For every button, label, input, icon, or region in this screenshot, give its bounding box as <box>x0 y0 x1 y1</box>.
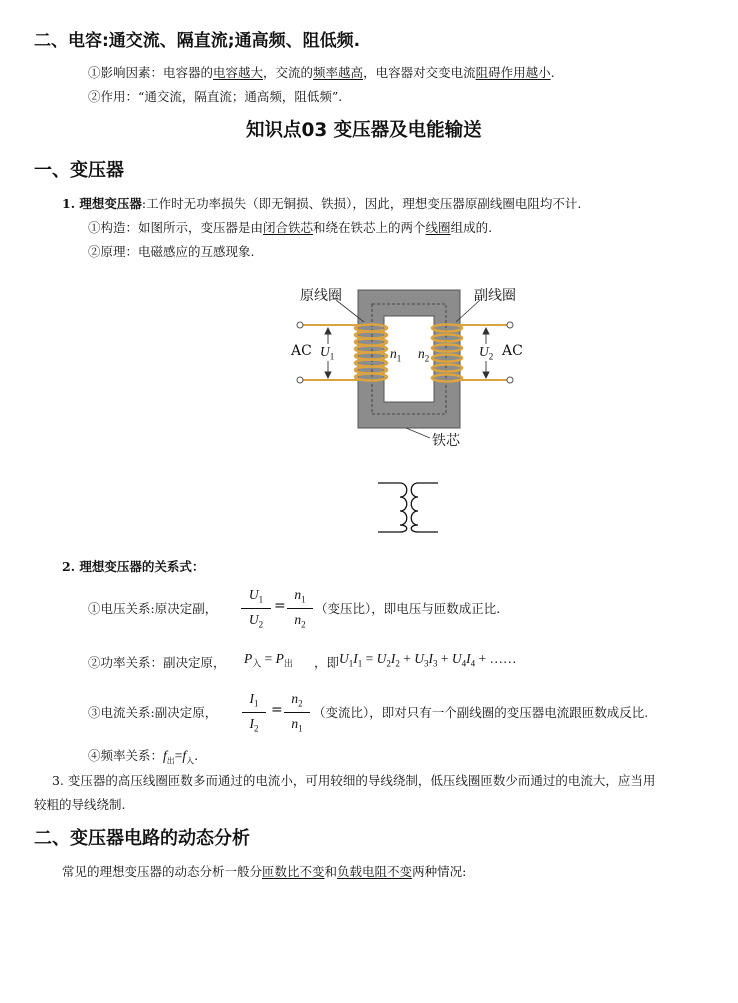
relations-heading: 2. 理想变压器的关系式： <box>62 559 205 574</box>
voltage-fraction-left: $U_1$ $U_2$ <box>241 587 271 629</box>
ac-right-label: AC <box>502 343 523 359</box>
transformer-heading: 一、变压器 <box>34 160 124 181</box>
voltage-note: （变压比），即电压与匝数成正比. <box>315 601 501 616</box>
current-fraction-right: $n_2$ $n_1$ <box>284 691 310 733</box>
n2-label: $n_2$ <box>418 346 430 364</box>
transformer-symbol <box>376 481 440 535</box>
symbol-secondary-winding <box>411 483 438 532</box>
primary-coil-label: 原线圈 <box>300 288 342 304</box>
text: ，交流的 <box>263 65 314 80</box>
text: ①构造：如图所示，变压器是由 <box>88 220 264 235</box>
text: ，电容器对交变电流 <box>363 65 476 80</box>
freq-label: ④频率关系： <box>88 748 164 763</box>
transformer-figure <box>280 278 530 458</box>
terminal <box>297 377 303 383</box>
underlined-text: 负载电阻不变 <box>337 864 413 879</box>
current-fraction-left: $I_1$ $I_2$ <box>242 691 266 733</box>
current-note: （变流比），即对只有一个副线圈的变压器电流跟匝数成反比. <box>313 705 649 720</box>
capacitor-factors <box>88 63 555 81</box>
n1-label: $n_1$ <box>390 346 402 364</box>
underlined-text: 阻碍作用越小 <box>475 65 551 80</box>
u2-label: $U_2$ <box>479 344 494 362</box>
text: . <box>550 65 555 80</box>
text: 组成的. <box>450 220 493 235</box>
underlined-text: 频率越高 <box>313 65 364 80</box>
terminal <box>507 322 513 328</box>
voltage-fraction-right: $n_1$ $n_2$ <box>287 587 313 629</box>
text: 常见的理想变压器的动态分析一般分 <box>62 864 263 879</box>
item3-line1: 3. 变压器的高压线圈匝数多而通过的电流小，可用较细的导线绕制，低压线圈匝数少而通过的电流大，应当用 <box>52 773 656 788</box>
text: 两种情况: <box>412 864 467 879</box>
section-title: 知识点03 变压器及电能输送 <box>246 120 482 141</box>
equals-sign: = <box>274 598 286 614</box>
core-label: 铁芯 <box>432 433 460 449</box>
equals-sign: = <box>271 702 283 718</box>
power-sum-formula: $U_1I_1 = U_2I_2 + U_3I_3 + U_4I_4$ + …… <box>339 651 517 669</box>
underlined-text: 闭合铁芯 <box>263 220 314 235</box>
text: :工作时无功率损失（即无铜损、铁损），因此，理想变压器原副线圈电阻均不计. <box>141 196 582 211</box>
text: ①影响因素：电容器的 <box>88 65 214 80</box>
text: 和绕在铁芯上的两个 <box>313 220 426 235</box>
leader-line <box>406 428 430 438</box>
power-formula: $P_入 = P_出$ <box>244 651 293 669</box>
power-note: ，即 <box>314 655 340 670</box>
symbol-primary-winding <box>378 483 407 532</box>
frequency-line: ④频率关系：$f_出=f_入$. <box>88 748 199 766</box>
underlined-text: 电容越大 <box>213 65 264 80</box>
voltage-label: ①电压关系:原决定副， <box>88 601 218 616</box>
dynamic-intro <box>62 862 466 880</box>
terminal <box>297 322 303 328</box>
capacitor-function: ②作用：“通交流，隔直流；通高频，阻低频”. <box>88 89 343 104</box>
underlined-text: 线圈 <box>425 220 451 235</box>
principle-line: ②原理：电磁感应的互感现象. <box>88 244 255 259</box>
u1-label: $U_1$ <box>320 344 335 362</box>
text: 和 <box>324 864 338 879</box>
current-label: ③电流关系:副决定原， <box>88 705 218 720</box>
capacitor-heading: 二、电容:通交流、隔直流;通高频、阻低频. <box>34 31 361 51</box>
terminal <box>507 377 513 383</box>
ideal-transformer-line <box>62 194 581 212</box>
item3-line2: 较粗的导线绕制. <box>34 797 126 812</box>
power-label: ②功率关系：副决定原， <box>88 655 226 670</box>
ac-left-label: AC <box>291 343 312 359</box>
dynamic-heading: 二、变压器电路的动态分析 <box>34 828 250 849</box>
underlined-text: 匝数比不变 <box>262 864 325 879</box>
construction-line <box>88 218 492 236</box>
ideal-label: 1. 理想变压器 <box>62 196 142 211</box>
secondary-coil-label: 副线圈 <box>474 288 516 304</box>
